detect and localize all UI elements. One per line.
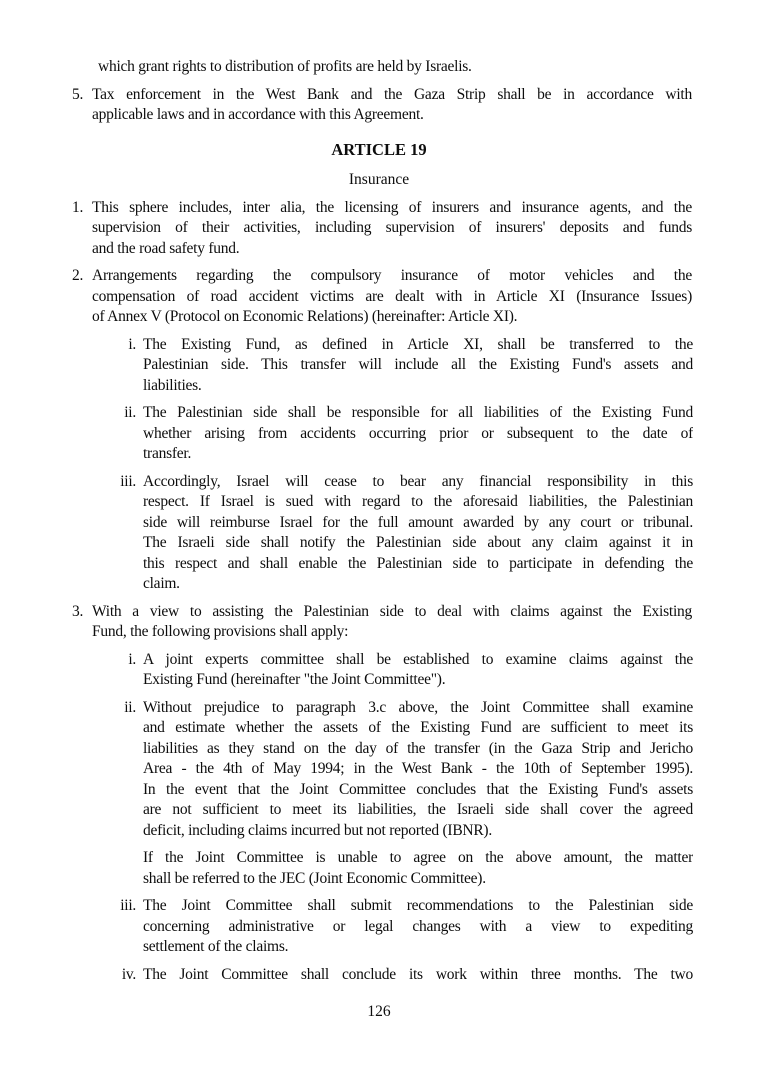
text-line: If the Joint Committee is unable to agree on the above amount, the matter bbox=[143, 849, 693, 866]
text-line: liabilities. bbox=[143, 376, 202, 394]
text-line: This sphere includes, inter alia, the licensing of insurers and insurance agents, and the bbox=[92, 198, 692, 216]
item-marker: iii. bbox=[120, 472, 136, 490]
document-body bbox=[0, 57, 758, 992]
roman-subitem bbox=[120, 472, 693, 595]
text-line: Fund, the following provisions shall apply: bbox=[92, 623, 349, 640]
text-line: transfer. bbox=[143, 445, 192, 462]
continuation-paragraph bbox=[98, 57, 692, 78]
text-line: supervision of their activities, including supervision of insurers' deposits and funds bbox=[92, 219, 692, 236]
item-marker: ii. bbox=[124, 404, 136, 421]
roman-subitem bbox=[124, 403, 693, 465]
text-line: applicable laws and in accordance with this Agreement. bbox=[92, 106, 424, 123]
roman-subitem bbox=[128, 650, 693, 691]
item-marker: ii. bbox=[124, 698, 136, 716]
text-line: The Joint Committee shall submit recommendations to the Palestinian side bbox=[143, 897, 693, 914]
text-line: settlement of the claims. bbox=[143, 938, 289, 955]
text-line: Accordingly, Israel will cease to bear any financial responsibility in this bbox=[143, 472, 693, 490]
text-line: Without prejudice to paragraph 3.c above, the Joint Committee shall examine bbox=[143, 698, 693, 716]
text-line: which grant rights to distribution of profits are held by Israelis. bbox=[98, 58, 472, 75]
text-line: of Annex V (Protocol on Economic Relations) (hereinafter: Article XI). bbox=[92, 308, 518, 325]
text-line: The Joint Committee shall conclude its work within three months. The two bbox=[143, 965, 693, 983]
roman-subitem bbox=[128, 335, 693, 397]
numbered-item bbox=[72, 266, 692, 328]
numbered-item bbox=[72, 198, 692, 260]
text-line: compensation of road accident victims are dealt with in Article XI (Insurance Issues) bbox=[92, 287, 692, 305]
text-line: Tax enforcement in the West Bank and the Gaza Strip shall be in accordance with bbox=[92, 85, 692, 103]
numbered-item bbox=[72, 85, 692, 126]
text-line: and estimate whether the assets of the Existing Fund are sufficient to meet its bbox=[143, 719, 693, 736]
text-line: The Palestinian side shall be responsible for all liabilities of the Existing Fund bbox=[143, 404, 693, 421]
article-subheading: Insurance bbox=[348, 171, 410, 188]
item-marker: iii. bbox=[120, 897, 136, 914]
text-line: A joint experts committee shall be established to examine claims against the bbox=[143, 650, 693, 668]
text-line: deficit, including claims incurred but not reported (IBNR). bbox=[143, 821, 492, 839]
text-line: are not sufficient to meet its liabilities, the Israeli side shall cover the agreed bbox=[143, 801, 693, 818]
text-line: and the road safety fund. bbox=[92, 239, 240, 257]
item-marker: iv. bbox=[121, 965, 136, 983]
text-line: With a view to assisting the Palestinian side to deal with claims against the Existing bbox=[92, 602, 692, 620]
item-marker: 1. bbox=[72, 198, 84, 216]
item-marker: i. bbox=[128, 650, 136, 668]
text-line: liabilities as they stand on the day of the transfer (in the Gaza Strip and Jericho bbox=[143, 739, 693, 757]
text-line: side will reimburse Israel for the full amount awarded by any court or tribunal. bbox=[143, 513, 693, 531]
text-line: Existing Fund (hereinafter "the Joint Committee"). bbox=[143, 671, 446, 688]
roman-subitem bbox=[124, 698, 693, 842]
article-heading: ARTICLE 19 bbox=[331, 139, 427, 159]
item-marker: 5. bbox=[72, 85, 84, 103]
item-marker: 2. bbox=[72, 267, 84, 284]
text-line: Arrangements regarding the compulsory insurance of motor vehicles and the bbox=[92, 267, 692, 284]
text-line: concerning administrative or legal changes with a view to expediting bbox=[143, 917, 693, 935]
text-line: respect. If Israel is sued with regard to the aforesaid liabilities, the Palestinian bbox=[143, 493, 693, 510]
text-line: In the event that the Joint Committee concludes that the Existing Fund's assets bbox=[143, 780, 693, 798]
text-line: The Israeli side shall notify the Palestinian side about any claim against it in bbox=[143, 534, 693, 551]
roman-subitem bbox=[121, 965, 693, 986]
text-line: shall be referred to the JEC (Joint Economic Committee). bbox=[143, 869, 486, 887]
text-line: claim. bbox=[143, 575, 180, 592]
text-line: Palestinian side. This transfer will include all the Existing Fund's assets and bbox=[143, 356, 693, 373]
item-marker: 3. bbox=[72, 602, 84, 620]
roman-subitem bbox=[120, 896, 693, 958]
page-number: 126 bbox=[367, 1003, 391, 1020]
text-line: Area - the 4th of May 1994; in the West Bank - the 10th of September 1995). bbox=[143, 760, 693, 777]
item-marker: i. bbox=[128, 335, 136, 353]
text-line: this respect and shall enable the Palestinian side to participate in defending the bbox=[143, 554, 693, 572]
text-line: The Existing Fund, as defined in Article XI, shall be transferred to the bbox=[143, 335, 693, 353]
continuation-paragraph bbox=[143, 848, 693, 889]
text-line: whether arising from accidents occurring prior or subsequent to the date of bbox=[143, 424, 693, 442]
numbered-item bbox=[72, 602, 692, 643]
